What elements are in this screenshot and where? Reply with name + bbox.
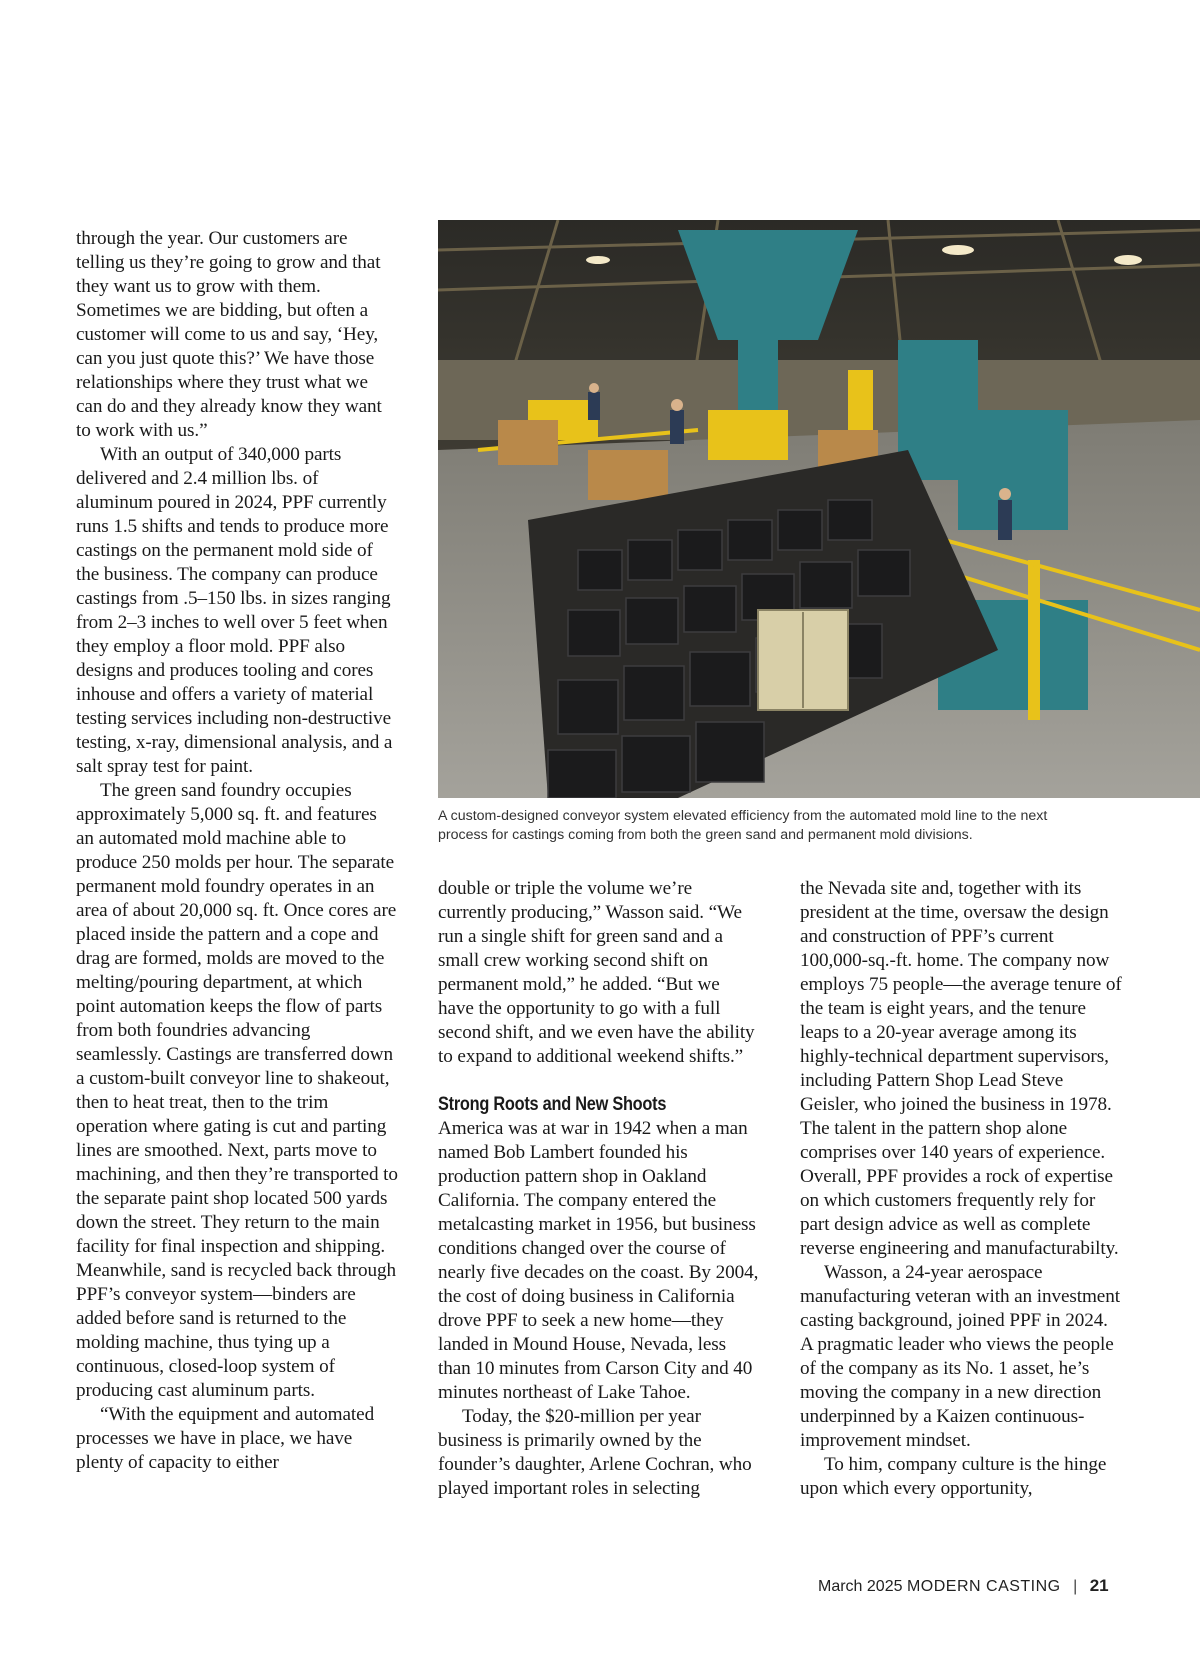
issue-date: March 2025 (818, 1578, 903, 1595)
article-paragraph: the Nevada site and, together with its president at the time, oversaw the design and construction of PPF’s current 100,000-sq.-ft. home. The company now employs 75 people—the average tenure of the team is eight years, and the tenure leaps to a 20-year average among its highly-technical department supervisors, including Pattern Shop Lead Steve Geisler, who joined the business in 1978. The talent in the pattern shop alone comprises over 140 years of experience. Overall, PPF provides a rock of expertise on which customers frequently rely for part design advice as well as complete reverse engineering and manufacturabilty. (800, 878, 1122, 1259)
magazine-name: MODERN CASTING (906, 1578, 1061, 1595)
article-paragraph: With an output of 340,000 parts delivered and 2.4 million lbs. of aluminum poured in 2024, PPF currently runs 1.5 shifts and tends to produce more castings on the permanent mold side of the business. The company can produce castings from .5–150 lbs. in sizes ranging from 2–3 inches to well over 5 feet when they employ a floor mold. PPF also designs and produces tooling and cores inhouse and offers a variety of material testing services including non-destructive testing, x-ray, dimensional analysis, and a salt spray test for paint. (76, 444, 393, 777)
article-column-right (800, 877, 1122, 1501)
article-paragraph: Wasson, a 24-year aerospace manufacturing veteran with an investment casting background, joined PPF in 2024. A pragmatic leader who views the people of the company as its No. 1 asset, he’s moving the company in a new direction underpinned by a Kaizen continuous-improvement mindset. (800, 1262, 1120, 1451)
photo-caption: A custom-designed conveyor system elevated efficiency from the automated mold line to the next process for castings coming from both the green sand and permanent mold divisions. (438, 808, 1048, 843)
article-paragraph: To him, company culture is the hinge upon which every opportunity, (800, 1454, 1107, 1499)
footer-separator: | (1073, 1578, 1078, 1595)
article-column-middle (438, 877, 760, 1501)
foundry-conveyor-photo (438, 220, 1200, 798)
article-paragraph: Today, the $20-million per year business is primarily owned by the founder’s daughter, Arlene Cochran, who played important roles in selecting (438, 1406, 752, 1499)
page-footer (818, 1576, 1138, 1597)
article-paragraph: through the year. Our customers are telling us they’re going to grow and that they want us to grow with them. Sometimes we are bidding, but often a customer will come to us and say, ‘Hey, can you just quote this?’ We have those relationships where they trust what we can do and they already know they want to work with us.” (76, 228, 382, 441)
page-number: 21 (1089, 1576, 1109, 1595)
article-paragraph: America was at war in 1942 when a man named Bob Lambert founded his production pattern shop in Oakland California. The company entered the metalcasting market in 1956, but business conditions changed over the course of nearly five decades on the coast. By 2004, the cost of doing business in California drove PPF to seek a new home—they landed in Mound House, Nevada, less than 10 minutes from Carson City and 40 minutes northeast of Lake Tahoe. (438, 1118, 759, 1403)
article-paragraph: double or triple the volume we’re currently producing,” Wasson said. “We run a single shift for green sand and a small crew working second shift on permanent mold,” he added. “But we have the opportunity to go with a full second shift, and we even have the ability to expand to additional weekend shifts.” (438, 878, 755, 1067)
section-subhead: Strong Roots and New Shoots (438, 1094, 667, 1115)
article-paragraph: The green sand foundry occupies approximately 5,000 sq. ft. and features an automated mold machine able to produce 250 molds per hour. The separate permanent mold foundry operates in an area of about 20,000 sq. ft. Once cores are placed inside the pattern and a cope and drag are formed, molds are moved to the melting/pouring department, at which point automation keeps the flow of parts from both foundries advancing seamlessly. Castings are transferred down a custom-built conveyor line to shakeout, then to heat treat, then to the trim operation where gating is cut and parting lines are smoothed. Next, parts move to machining, and then they’re transported to the separate paint shop located 500 yards down the street. They return to the main facility for final inspection and shipping. Meanwhile, sand is recycled back through PPF’s conveyor system—binders are added before sand is returned to the molding machine, thus tying up a continuous, closed-loop system of producing cast aluminum parts. (76, 780, 398, 1401)
article-column-left (76, 227, 398, 1475)
article-paragraph: “With the equipment and automated processes we have in place, we have plenty of capacity to either (76, 1404, 375, 1473)
